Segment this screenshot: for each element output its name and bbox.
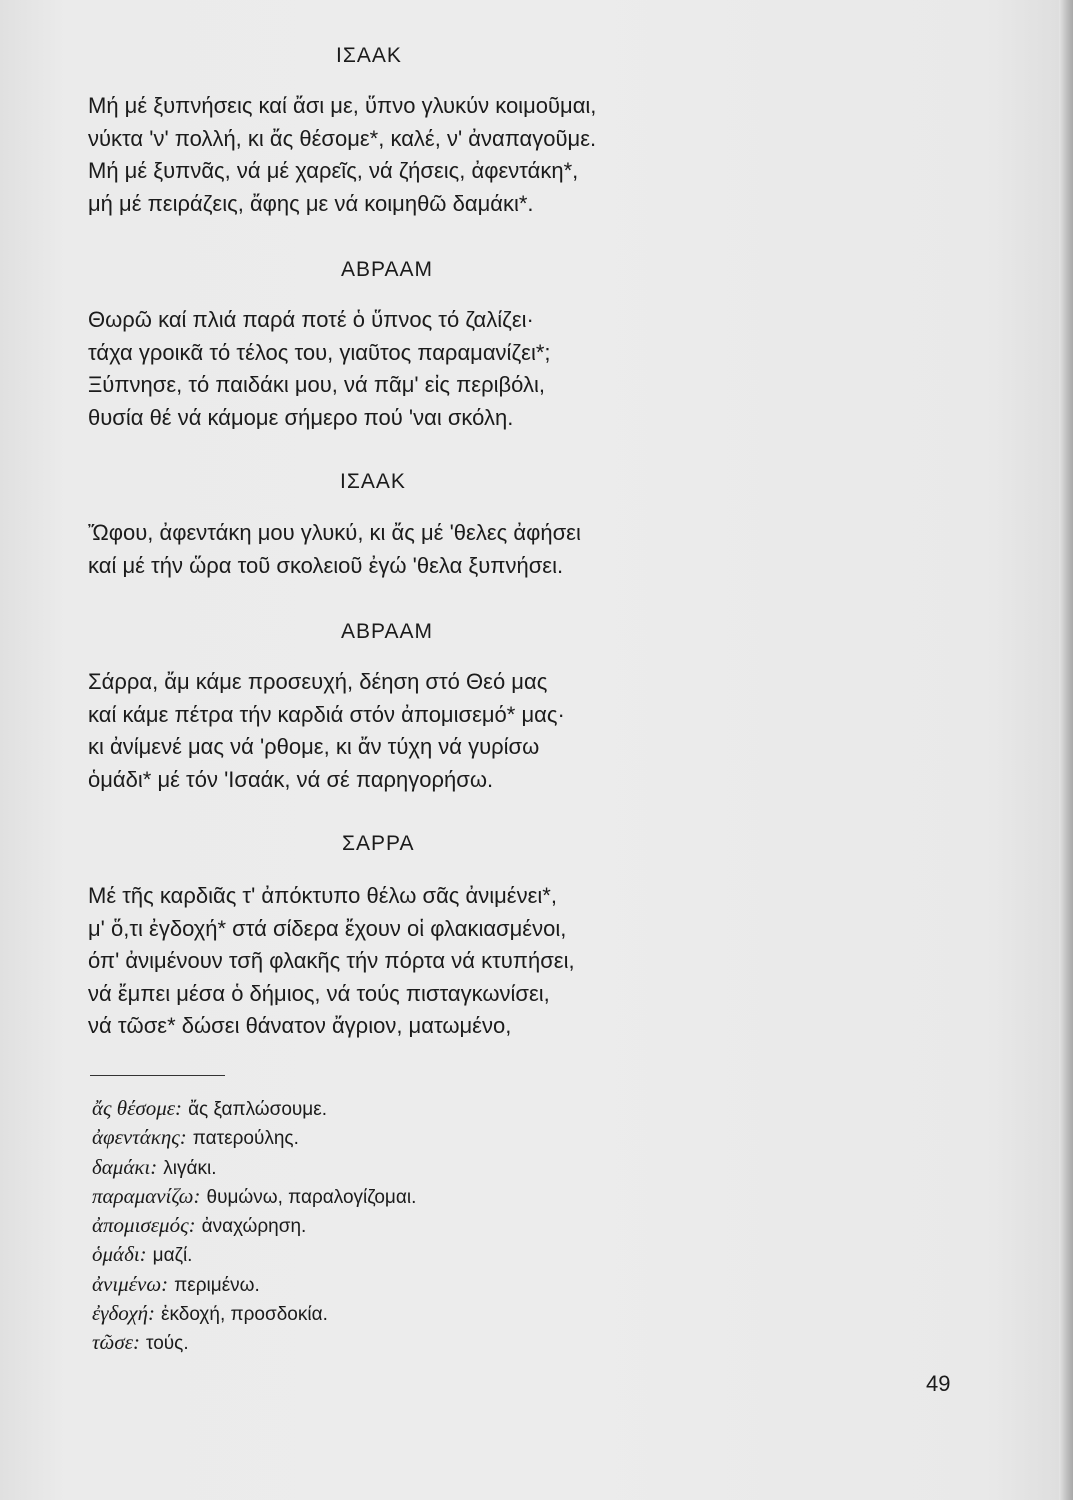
glossary-entry: [92, 1153, 416, 1182]
glossary-entry: [92, 1328, 416, 1357]
verse-line: νύκτα 'ν' πολλή, κι ἄς θέσομε*, καλέ, ν' ἀναπαγοῦμε.: [88, 125, 597, 151]
glossary-entry: [92, 1299, 416, 1328]
glossary-entry: [92, 1211, 416, 1240]
verse-stanza: [88, 666, 565, 796]
speaker-heading: ΑΒΡΑΑΜ: [341, 620, 433, 643]
page-edge: [1059, 0, 1073, 1500]
glossary-definition: ἄς ξαπλώσουμε.: [188, 1099, 327, 1120]
glossary-term: ἀνιμένω:: [92, 1271, 169, 1296]
verse-line: Θωρῶ καί πλιά παρά ποτέ ὁ ὕπνος τό ζαλίζει·: [88, 307, 534, 332]
glossary-definition: λιγάκι.: [163, 1157, 217, 1179]
glossary-definition: ἐκδοχή, προσδοκία.: [161, 1304, 328, 1326]
verse-line: Μή μέ ξυπνήσεις καί ἄσι με, ὕπνο γλυκύν κοιμοῦμαι,: [88, 93, 597, 118]
verse-line: μ' ὅ,τι ἐγδοχή* στά σίδερα ἔχουν οἱ φλακιασμένοι,: [88, 915, 567, 941]
glossary-definition: θυμώνω, παραλογίζομαι.: [206, 1186, 417, 1208]
glossary-entry: [92, 1123, 416, 1152]
glossary-term: ἄς θέσομε:: [92, 1096, 183, 1120]
glossary-footnotes: [92, 1094, 416, 1358]
verse-line: καί μέ τήν ὥρα τοῦ σκολειοῦ ἐγώ 'θελα ξυπνήσει.: [88, 552, 564, 578]
glossary-definition: μαζί.: [152, 1245, 193, 1267]
verse-line: τάχα γροικᾶ τό τέλος του, γιαῦτος παραμανίζει*;: [88, 339, 551, 365]
verse-stanza: [88, 880, 575, 1043]
glossary-definition: τούς.: [145, 1333, 189, 1355]
verse-line: Μή μέ ξυπνᾶς, νά μέ χαρεῖς, νά ζήσεις, ἀφεντάκη*,: [88, 158, 579, 183]
speaker-heading: ΑΒΡΑΑΜ: [341, 258, 433, 281]
speaker-heading: ΣΑΡΡΑ: [342, 832, 415, 855]
verse-line: Σάρρα, ἄμ κάμε προσευχή, δέηση στό Θεό μας: [88, 669, 548, 694]
verse-line: ὁμάδι* μέ τόν 'Ισαάκ, νά σέ παρηγορήσω.: [88, 766, 494, 792]
verse-line: νά τῶσε* δώσει θάνατον ἄγριον, ματωμένο,: [88, 1013, 512, 1038]
verse-line: Μέ τῆς καρδιᾶς τ' ἀπόκτυπο θέλω σᾶς ἀνιμένει*,: [88, 883, 557, 908]
verse-line: νά ἔμπει μέσα ὁ δήμιος, νά τούς πισταγκωνίσει,: [88, 980, 550, 1006]
verse-stanza: [88, 90, 596, 220]
glossary-entry: [92, 1270, 416, 1299]
verse-line: όπ' ἀνιμένουν τσῆ φλακῆς τήν πόρτα νά κτυπήσει,: [88, 948, 575, 973]
verse-line: θυσία θέ νά κάμομε σήμερο πού 'ναι σκόλη.: [88, 404, 514, 430]
glossary-definition: περιμένω.: [174, 1274, 260, 1296]
glossary-term: ἐγδοχή:: [92, 1301, 156, 1326]
glossary-term: δαμάκι:: [92, 1154, 158, 1179]
glossary-definition: πατερούλης.: [192, 1128, 299, 1150]
glossary-definition: ἀναχώρηση.: [201, 1216, 307, 1238]
glossary-entry: [92, 1182, 416, 1211]
speaker-heading: ΙΣΑΑΚ: [336, 44, 402, 67]
glossary-term: ὁμάδι:: [92, 1242, 147, 1267]
glossary-entry: [92, 1094, 416, 1123]
page-number: 49: [926, 1371, 951, 1396]
footnote-rule: [90, 1075, 225, 1076]
glossary-term: ἀπομισεμός:: [92, 1213, 196, 1238]
verse-stanza: [88, 517, 581, 582]
glossary-entry: [92, 1240, 416, 1269]
glossary-term: ἀφεντάκης:: [92, 1125, 187, 1150]
glossary-term: τῶσε:: [92, 1330, 140, 1355]
verse-line: κι ἀνίμενέ μας νά 'ρθομε, κι ἄν τύχη νά γυρίσω: [88, 734, 540, 759]
verse-line: μή μέ πειράζεις, ἄφης με νά κοιμηθῶ δαμάκι*.: [88, 190, 534, 216]
verse-line: Ὤφου, ἀφεντάκη μου γλυκύ, κι ἄς μέ 'θελες ἀφήσει: [88, 520, 581, 545]
speaker-heading: ΙΣΑΑΚ: [340, 470, 406, 493]
verse-line: Ξύπνησε, τό παιδάκι μου, νά πᾶμ' εἰς περιβόλι,: [88, 372, 545, 397]
verse-stanza: [88, 304, 551, 434]
verse-line: καί κάμε πέτρα τήν καρδιά στόν ἀπομισεμό* μας·: [88, 701, 565, 727]
glossary-term: παραμανίζω:: [92, 1183, 201, 1208]
